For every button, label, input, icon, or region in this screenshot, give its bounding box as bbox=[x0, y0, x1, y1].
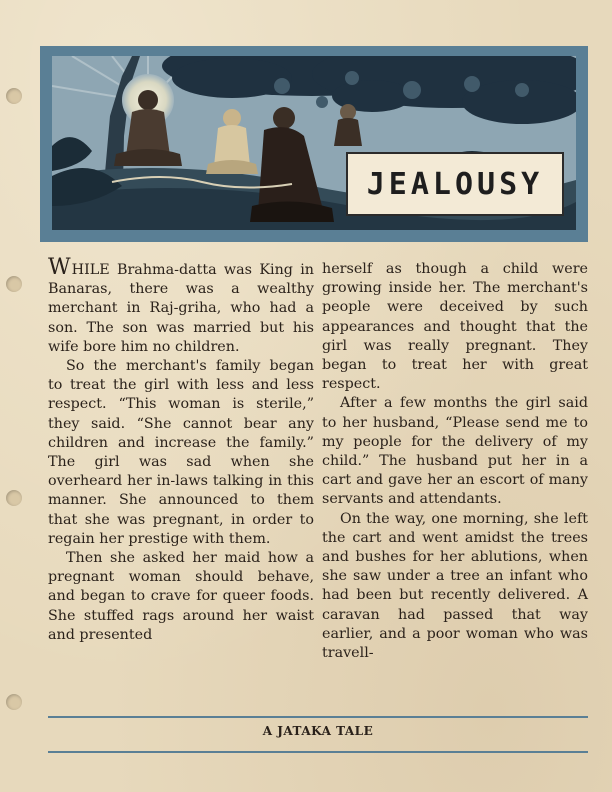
paragraph-text: HILE Brahma-datta was King in Banaras, there was a wealthy merchant in Raj-griha, who had a son. The son was married but his wife bore him no children. bbox=[48, 262, 314, 355]
story-column-right bbox=[322, 260, 588, 700]
footer-rule-bottom bbox=[48, 751, 588, 753]
paragraph: After a few months the girl said to her husband, “Please send me to my people for the delivery of my child.” The husband put her in a cart and gave her an escort of many servants and attendants. bbox=[322, 395, 588, 508]
binding-hole bbox=[6, 490, 22, 506]
binding-hole bbox=[6, 694, 22, 710]
header-illustration bbox=[52, 56, 576, 230]
title-box bbox=[346, 152, 564, 216]
binding-hole bbox=[6, 88, 22, 104]
paragraph bbox=[48, 255, 314, 357]
story-columns bbox=[48, 255, 588, 700]
binding-hole bbox=[6, 276, 22, 292]
story-column-left bbox=[48, 255, 314, 700]
paragraph: herself as though a child were growing inside her. The merchant's people were deceived by such appearances and thought that the girl was really pregnant. They began to treat her with great respect. bbox=[322, 261, 588, 393]
paragraph: Then she asked her maid how a pregnant woman should behave, and began to crave for queer foods. She stuffed rags around her waist and presented bbox=[48, 550, 314, 643]
header-illustration-frame bbox=[40, 46, 588, 242]
footer-label: A JATAKA TALE bbox=[262, 724, 374, 738]
footer-rule-top bbox=[48, 716, 588, 718]
paragraph: So the merchant's family began to treat the girl with less and less respect. “This woman is sterile,” they said. “She cannot bear any children and increase the family.” The girl was sad when she overheard her in-laws talking in this manner. She announced to them that she was pregnant, in order to regain her prestige with them. bbox=[48, 358, 314, 547]
paragraph: On the way, one morning, she left the cart and went amidst the trees and bushes for her ablutions, when she saw under a tree an infant who had been but recently delivered. A caravan had passed that way earlier, and a poor woman who was travell- bbox=[322, 510, 588, 662]
drop-cap: W bbox=[48, 255, 72, 280]
page-title: JEALOUSY bbox=[366, 166, 544, 202]
